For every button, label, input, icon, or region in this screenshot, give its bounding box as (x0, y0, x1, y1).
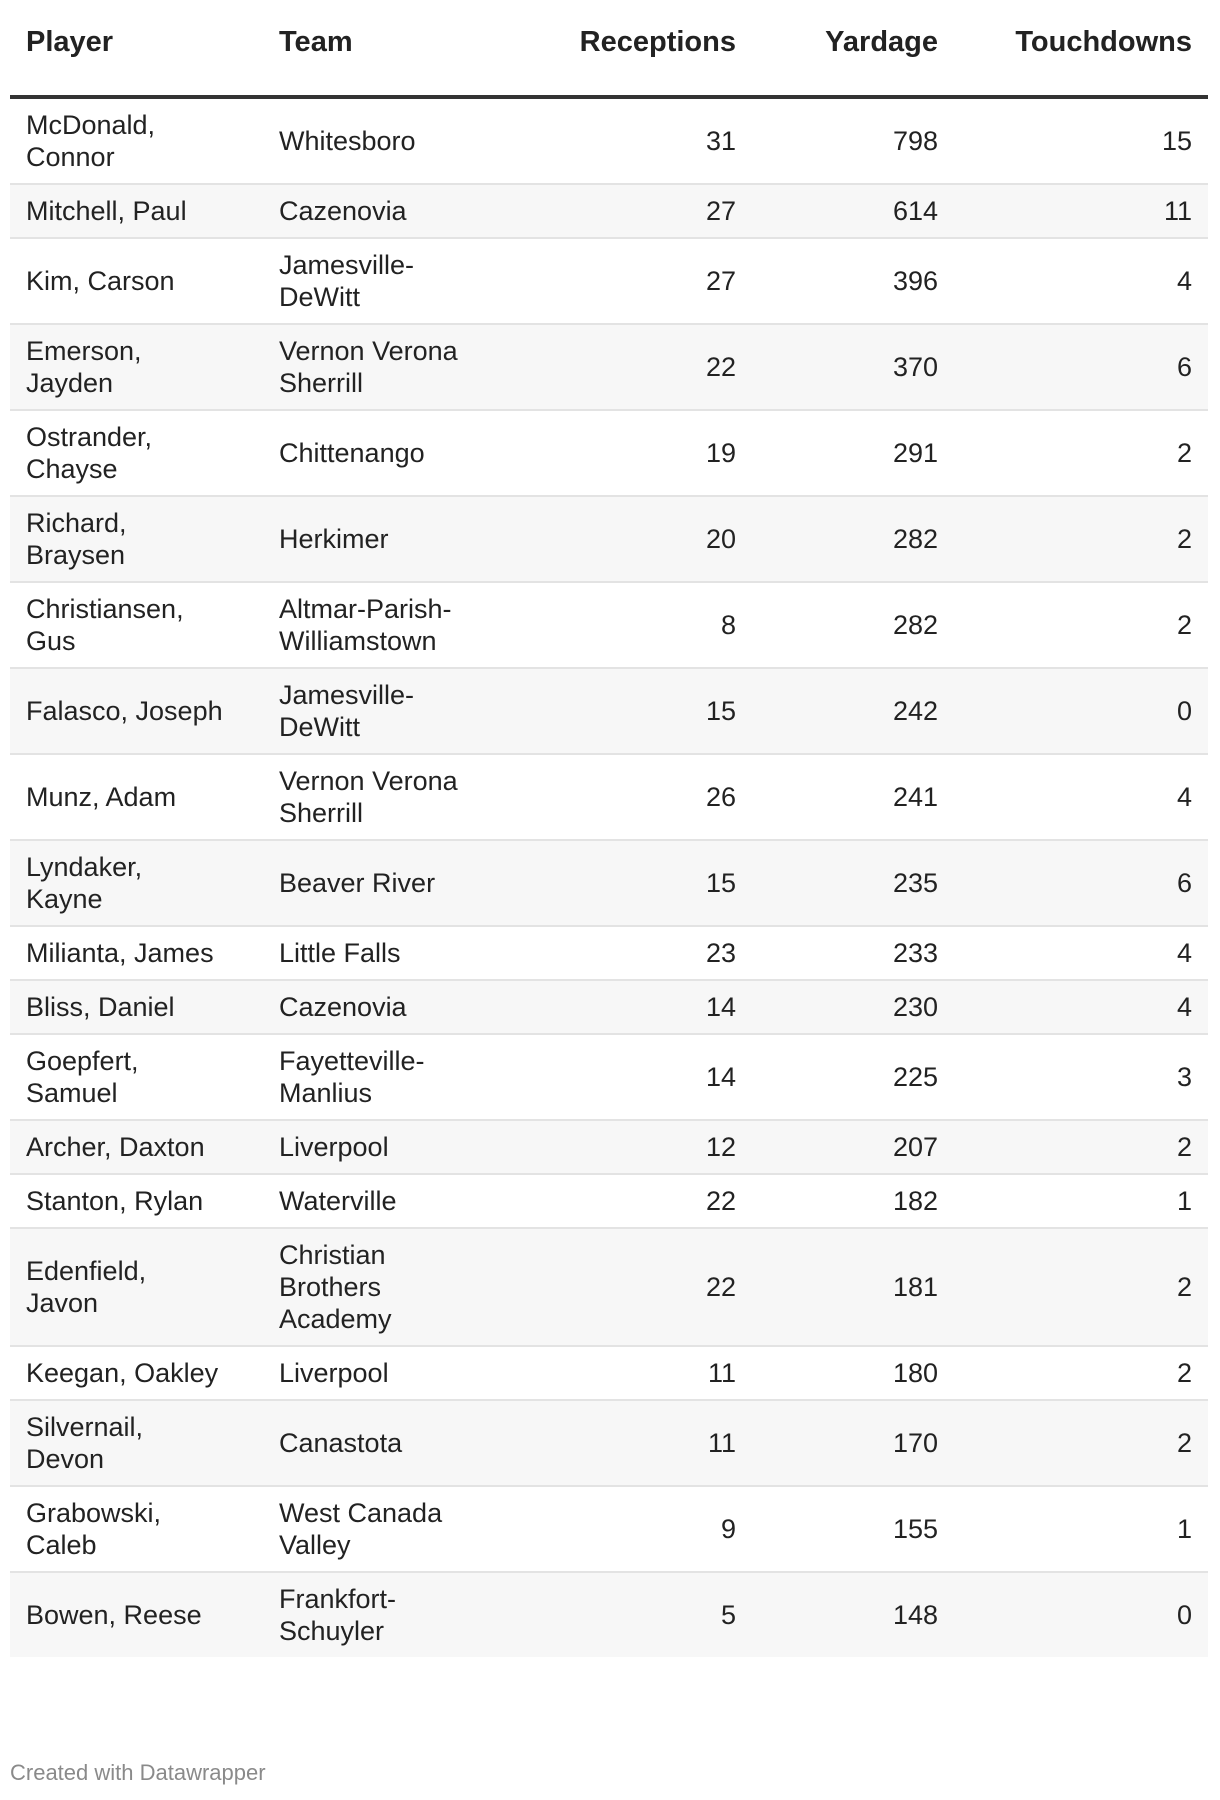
cell-yardage: 396 (752, 238, 954, 324)
table-row (10, 582, 1208, 668)
cell-team: Herkimer (263, 496, 516, 582)
cell-player: Grabowski, Caleb (10, 1486, 263, 1572)
table-row (10, 1174, 1208, 1228)
cell-team: Cazenovia (263, 980, 516, 1034)
table-row (10, 1120, 1208, 1174)
cell-receptions: 12 (516, 1120, 752, 1174)
cell-touchdowns: 4 (954, 980, 1208, 1034)
cell-team: Altmar-Parish-Williamstown (263, 582, 516, 668)
cell-player: Edenfield, Javon (10, 1228, 263, 1346)
cell-yardage: 180 (752, 1346, 954, 1400)
cell-team: West Canada Valley (263, 1486, 516, 1572)
cell-team: Chittenango (263, 410, 516, 496)
cell-yardage: 155 (752, 1486, 954, 1572)
table-row (10, 1572, 1208, 1657)
cell-touchdowns: 2 (954, 1346, 1208, 1400)
cell-team: Liverpool (263, 1346, 516, 1400)
cell-touchdowns: 3 (954, 1034, 1208, 1120)
column-header-receptions[interactable]: Receptions (516, 0, 752, 97)
cell-receptions: 22 (516, 1228, 752, 1346)
table-row (10, 97, 1208, 184)
cell-receptions: 27 (516, 238, 752, 324)
cell-yardage: 241 (752, 754, 954, 840)
cell-team: Vernon Verona Sherrill (263, 754, 516, 840)
cell-yardage: 370 (752, 324, 954, 410)
cell-player: Mitchell, Paul (10, 184, 263, 238)
cell-team: Whitesboro (263, 97, 516, 184)
table-row (10, 668, 1208, 754)
cell-yardage: 233 (752, 926, 954, 980)
cell-yardage: 207 (752, 1120, 954, 1174)
datawrapper-credit[interactable]: Created with Datawrapper (10, 1760, 266, 1785)
cell-yardage: 614 (752, 184, 954, 238)
cell-team: Christian Brothers Academy (263, 1228, 516, 1346)
table-row (10, 238, 1208, 324)
cell-receptions: 9 (516, 1486, 752, 1572)
cell-receptions: 19 (516, 410, 752, 496)
receiving-stats-table (10, 0, 1208, 1657)
cell-team: Waterville (263, 1174, 516, 1228)
cell-player: Goepfert, Samuel (10, 1034, 263, 1120)
cell-player: Lyndaker, Kayne (10, 840, 263, 926)
cell-player: McDonald, Connor (10, 97, 263, 184)
cell-touchdowns: 4 (954, 926, 1208, 980)
cell-player: Munz, Adam (10, 754, 263, 840)
column-header-yardage[interactable]: Yardage (752, 0, 954, 97)
cell-player: Archer, Daxton (10, 1120, 263, 1174)
cell-touchdowns: 2 (954, 1400, 1208, 1486)
cell-yardage: 182 (752, 1174, 954, 1228)
cell-player: Ostrander, Chayse (10, 410, 263, 496)
cell-touchdowns: 11 (954, 184, 1208, 238)
cell-player: Kim, Carson (10, 238, 263, 324)
cell-yardage: 230 (752, 980, 954, 1034)
cell-receptions: 31 (516, 97, 752, 184)
cell-player: Christiansen, Gus (10, 582, 263, 668)
cell-team: Vernon Verona Sherrill (263, 324, 516, 410)
cell-team: Fayetteville-Manlius (263, 1034, 516, 1120)
cell-yardage: 225 (752, 1034, 954, 1120)
cell-team: Frankfort-Schuyler (263, 1572, 516, 1657)
cell-team: Jamesville-DeWitt (263, 668, 516, 754)
cell-player: Bliss, Daniel (10, 980, 263, 1034)
cell-touchdowns: 2 (954, 410, 1208, 496)
stats-table-container (10, 0, 1208, 1657)
cell-yardage: 798 (752, 97, 954, 184)
cell-player: Falasco, Joseph (10, 668, 263, 754)
cell-player: Milianta, James (10, 926, 263, 980)
cell-touchdowns: 2 (954, 496, 1208, 582)
cell-receptions: 22 (516, 1174, 752, 1228)
table-header-row (10, 0, 1208, 97)
cell-receptions: 14 (516, 1034, 752, 1120)
cell-touchdowns: 2 (954, 1228, 1208, 1346)
table-body (10, 97, 1208, 1657)
cell-player: Keegan, Oakley (10, 1346, 263, 1400)
cell-receptions: 22 (516, 324, 752, 410)
table-row (10, 980, 1208, 1034)
cell-team: Liverpool (263, 1120, 516, 1174)
cell-team: Jamesville-DeWitt (263, 238, 516, 324)
cell-touchdowns: 6 (954, 324, 1208, 410)
table-row (10, 840, 1208, 926)
cell-receptions: 5 (516, 1572, 752, 1657)
cell-touchdowns: 2 (954, 582, 1208, 668)
cell-player: Bowen, Reese (10, 1572, 263, 1657)
cell-touchdowns: 2 (954, 1120, 1208, 1174)
cell-touchdowns: 1 (954, 1486, 1208, 1572)
cell-receptions: 14 (516, 980, 752, 1034)
cell-yardage: 282 (752, 496, 954, 582)
cell-touchdowns: 0 (954, 1572, 1208, 1657)
cell-receptions: 27 (516, 184, 752, 238)
cell-yardage: 170 (752, 1400, 954, 1486)
cell-yardage: 235 (752, 840, 954, 926)
cell-yardage: 148 (752, 1572, 954, 1657)
table-row (10, 184, 1208, 238)
cell-player: Richard, Braysen (10, 496, 263, 582)
table-row (10, 496, 1208, 582)
cell-touchdowns: 15 (954, 97, 1208, 184)
cell-receptions: 15 (516, 668, 752, 754)
cell-yardage: 242 (752, 668, 954, 754)
column-header-player[interactable]: Player (10, 0, 263, 97)
cell-yardage: 181 (752, 1228, 954, 1346)
table-row (10, 1228, 1208, 1346)
cell-player: Silvernail, Devon (10, 1400, 263, 1486)
cell-receptions: 8 (516, 582, 752, 668)
cell-player: Stanton, Rylan (10, 1174, 263, 1228)
cell-receptions: 15 (516, 840, 752, 926)
cell-touchdowns: 4 (954, 754, 1208, 840)
table-row (10, 1486, 1208, 1572)
cell-touchdowns: 0 (954, 668, 1208, 754)
table-row (10, 410, 1208, 496)
table-row (10, 754, 1208, 840)
cell-receptions: 11 (516, 1346, 752, 1400)
cell-touchdowns: 1 (954, 1174, 1208, 1228)
cell-yardage: 291 (752, 410, 954, 496)
cell-team: Cazenovia (263, 184, 516, 238)
table-row (10, 324, 1208, 410)
cell-receptions: 20 (516, 496, 752, 582)
cell-touchdowns: 6 (954, 840, 1208, 926)
cell-team: Little Falls (263, 926, 516, 980)
column-header-touchdowns[interactable]: Touchdowns (954, 0, 1208, 97)
cell-receptions: 26 (516, 754, 752, 840)
cell-team: Beaver River (263, 840, 516, 926)
cell-team: Canastota (263, 1400, 516, 1486)
cell-touchdowns: 4 (954, 238, 1208, 324)
table-row (10, 1034, 1208, 1120)
cell-receptions: 23 (516, 926, 752, 980)
cell-yardage: 282 (752, 582, 954, 668)
cell-player: Emerson, Jayden (10, 324, 263, 410)
table-row (10, 1346, 1208, 1400)
table-row (10, 1400, 1208, 1486)
column-header-team[interactable]: Team (263, 0, 516, 97)
cell-receptions: 11 (516, 1400, 752, 1486)
table-row (10, 926, 1208, 980)
